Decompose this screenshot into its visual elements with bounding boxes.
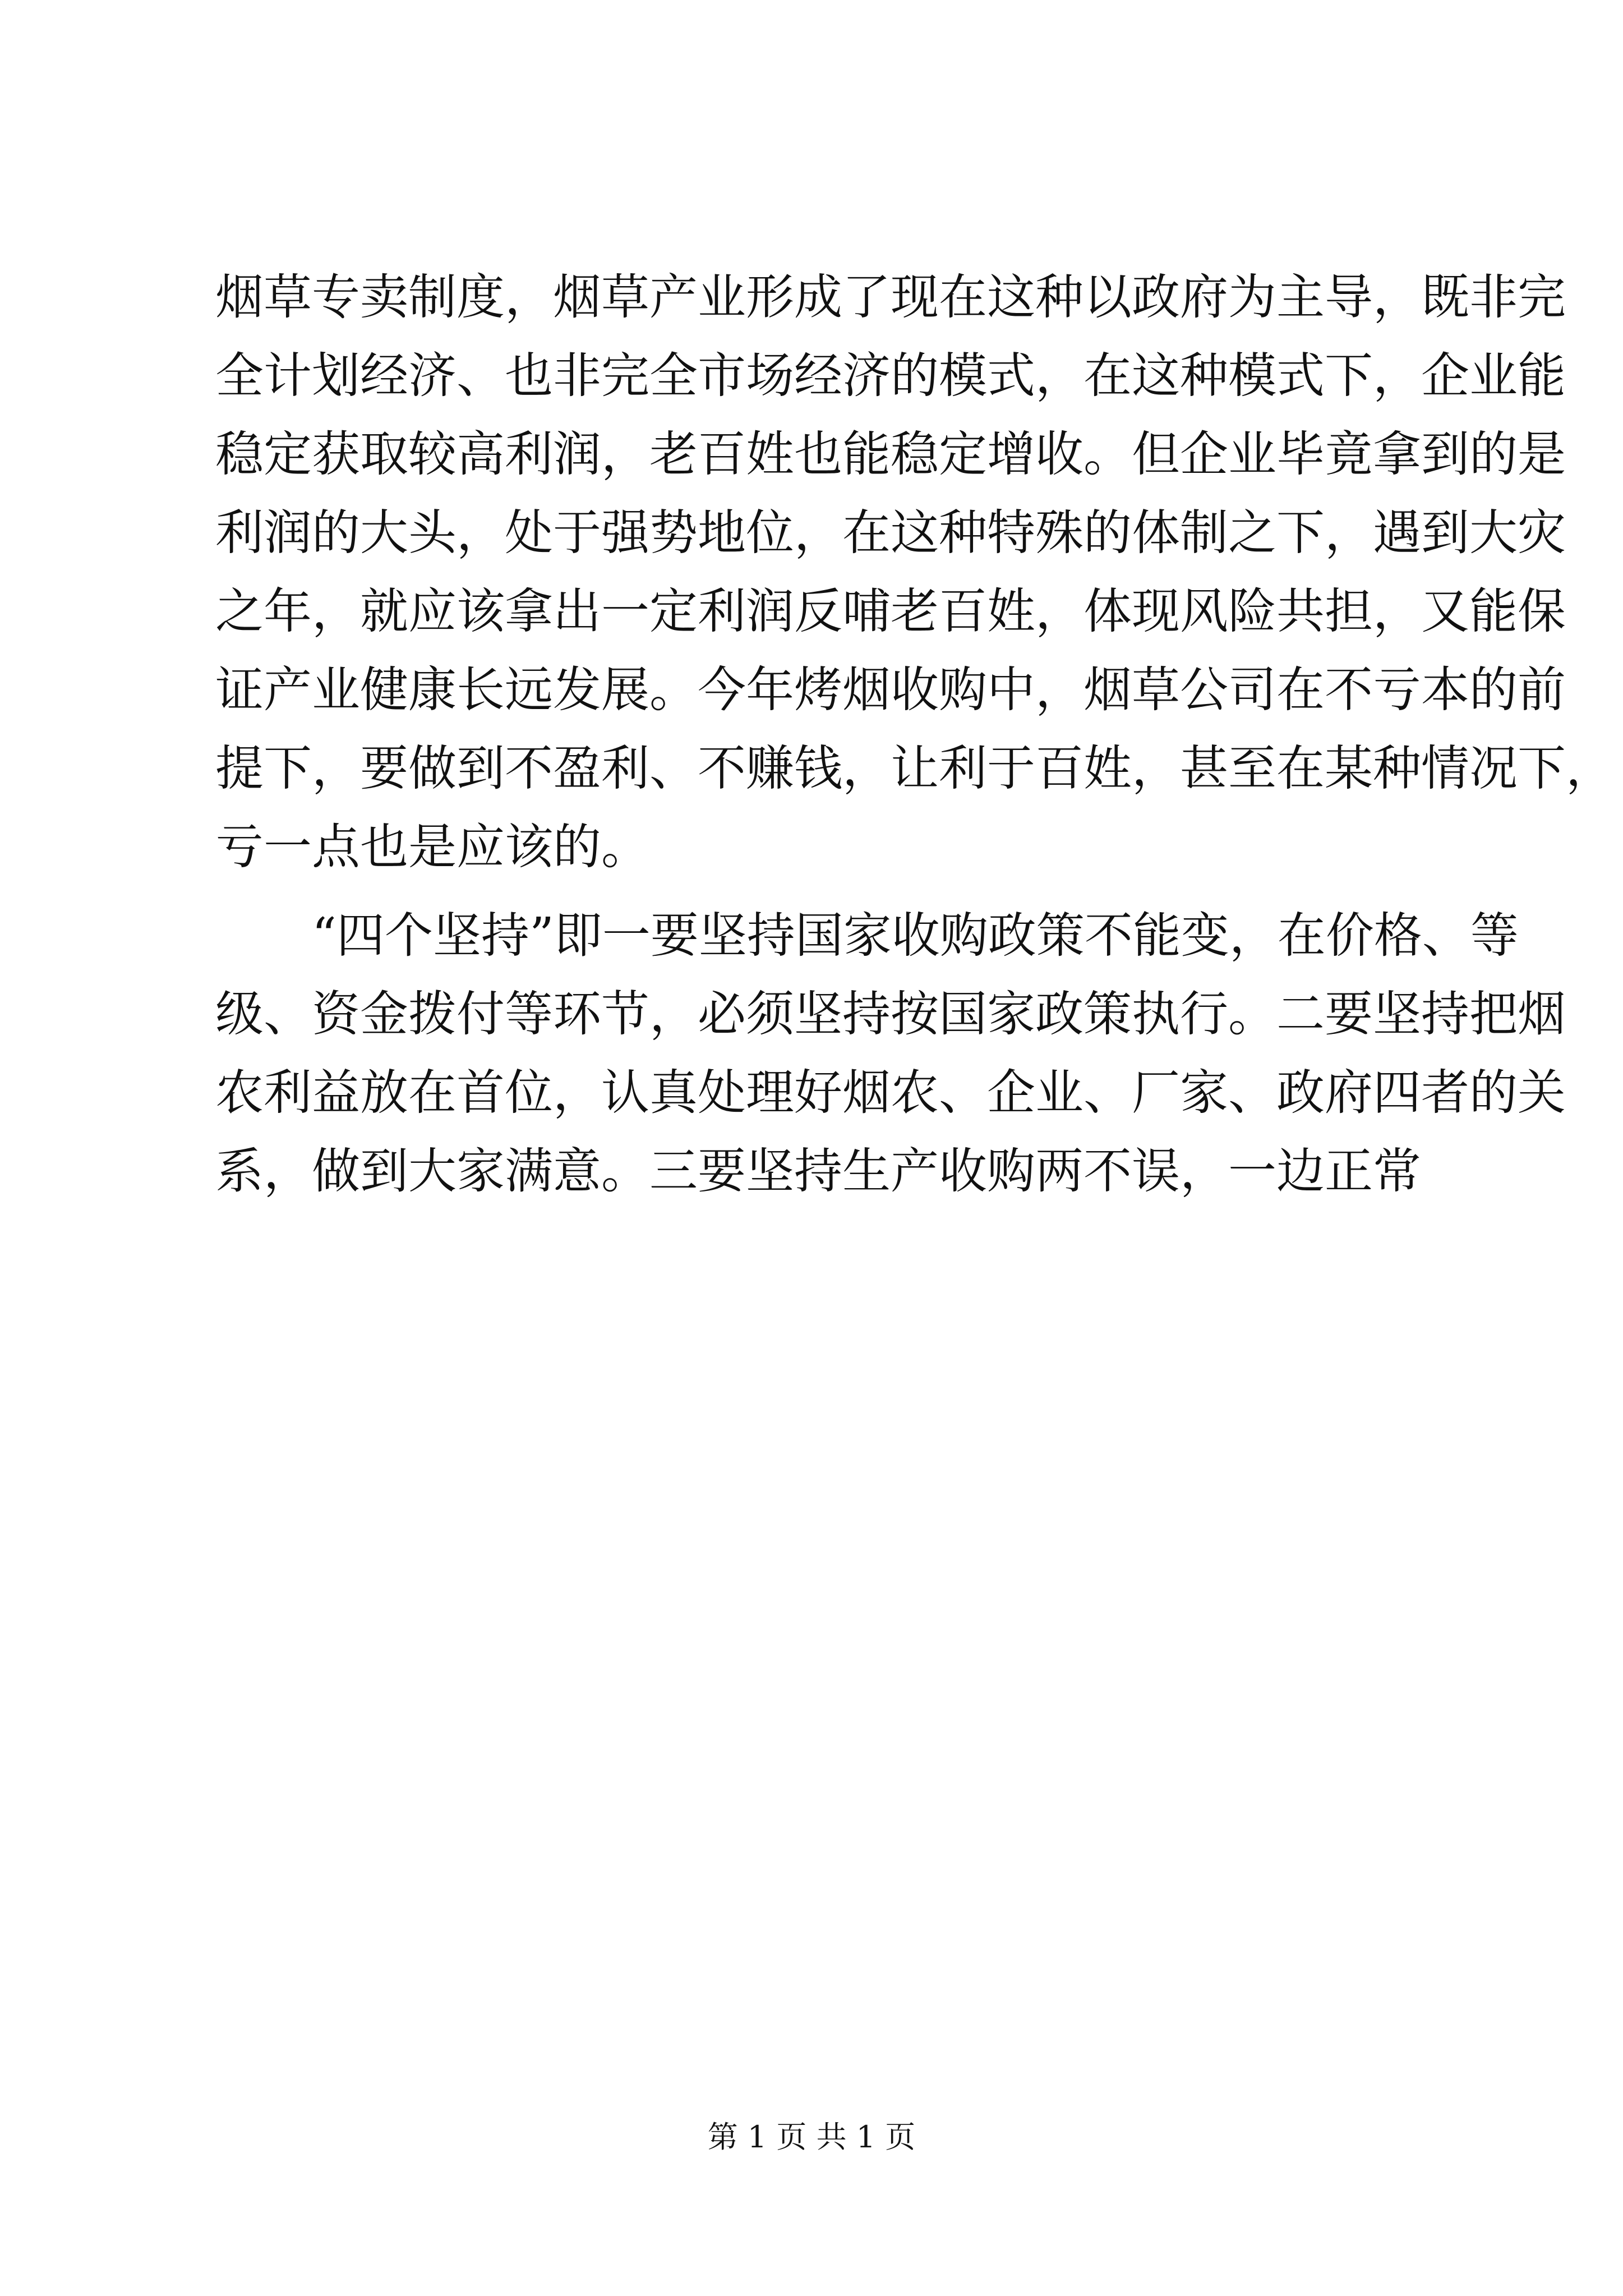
text-line: 利润的大头，处于强势地位，在这种特殊的体制之下，遇到大灾 bbox=[215, 505, 1566, 561]
text-line: “四个坚持”即一要坚持国家收购政策不能变，在价格、等 bbox=[312, 908, 1519, 964]
text-line: 农利益放在首位，认真处理好烟农、企业、厂家、政府四者的关 bbox=[215, 1065, 1566, 1121]
text-line: 级、资金拨付等环节，必须坚持按国家政策执行。二要坚持把烟 bbox=[215, 986, 1566, 1042]
text-line: 证产业健康长远发展。今年烤烟收购中，烟草公司在不亏本的前 bbox=[215, 662, 1566, 718]
text-line: 稳定获取较高利润，老百姓也能稳定增收。但企业毕竟拿到的是 bbox=[215, 426, 1566, 482]
paragraph-spacer bbox=[215, 886, 1427, 896]
page-number-footer: 第 1 页 共 1 页 bbox=[707, 2119, 916, 2155]
text-line: 系，做到大家满意。三要坚持生产收购两不误，一边正常 bbox=[215, 1143, 1421, 1199]
text-line: 提下，要做到不盈利、不赚钱，让利于百姓，甚至在某种情况下， bbox=[215, 740, 1614, 797]
paragraph-2 bbox=[215, 896, 1566, 1211]
text-line: 之年，就应该拿出一定利润反哺老百姓，体现风险共担，又能保 bbox=[215, 583, 1566, 639]
text-line: 烟草专卖制度，烟草产业形成了现在这种以政府为主导，既非完 bbox=[215, 269, 1566, 325]
text-line: 全计划经济、也非完全市场经济的模式，在这种模式下，企业能 bbox=[215, 348, 1566, 404]
paragraph-1 bbox=[215, 258, 1614, 886]
text-line: 亏一点也是应该的。 bbox=[215, 819, 649, 875]
body-text bbox=[215, 258, 1614, 1211]
